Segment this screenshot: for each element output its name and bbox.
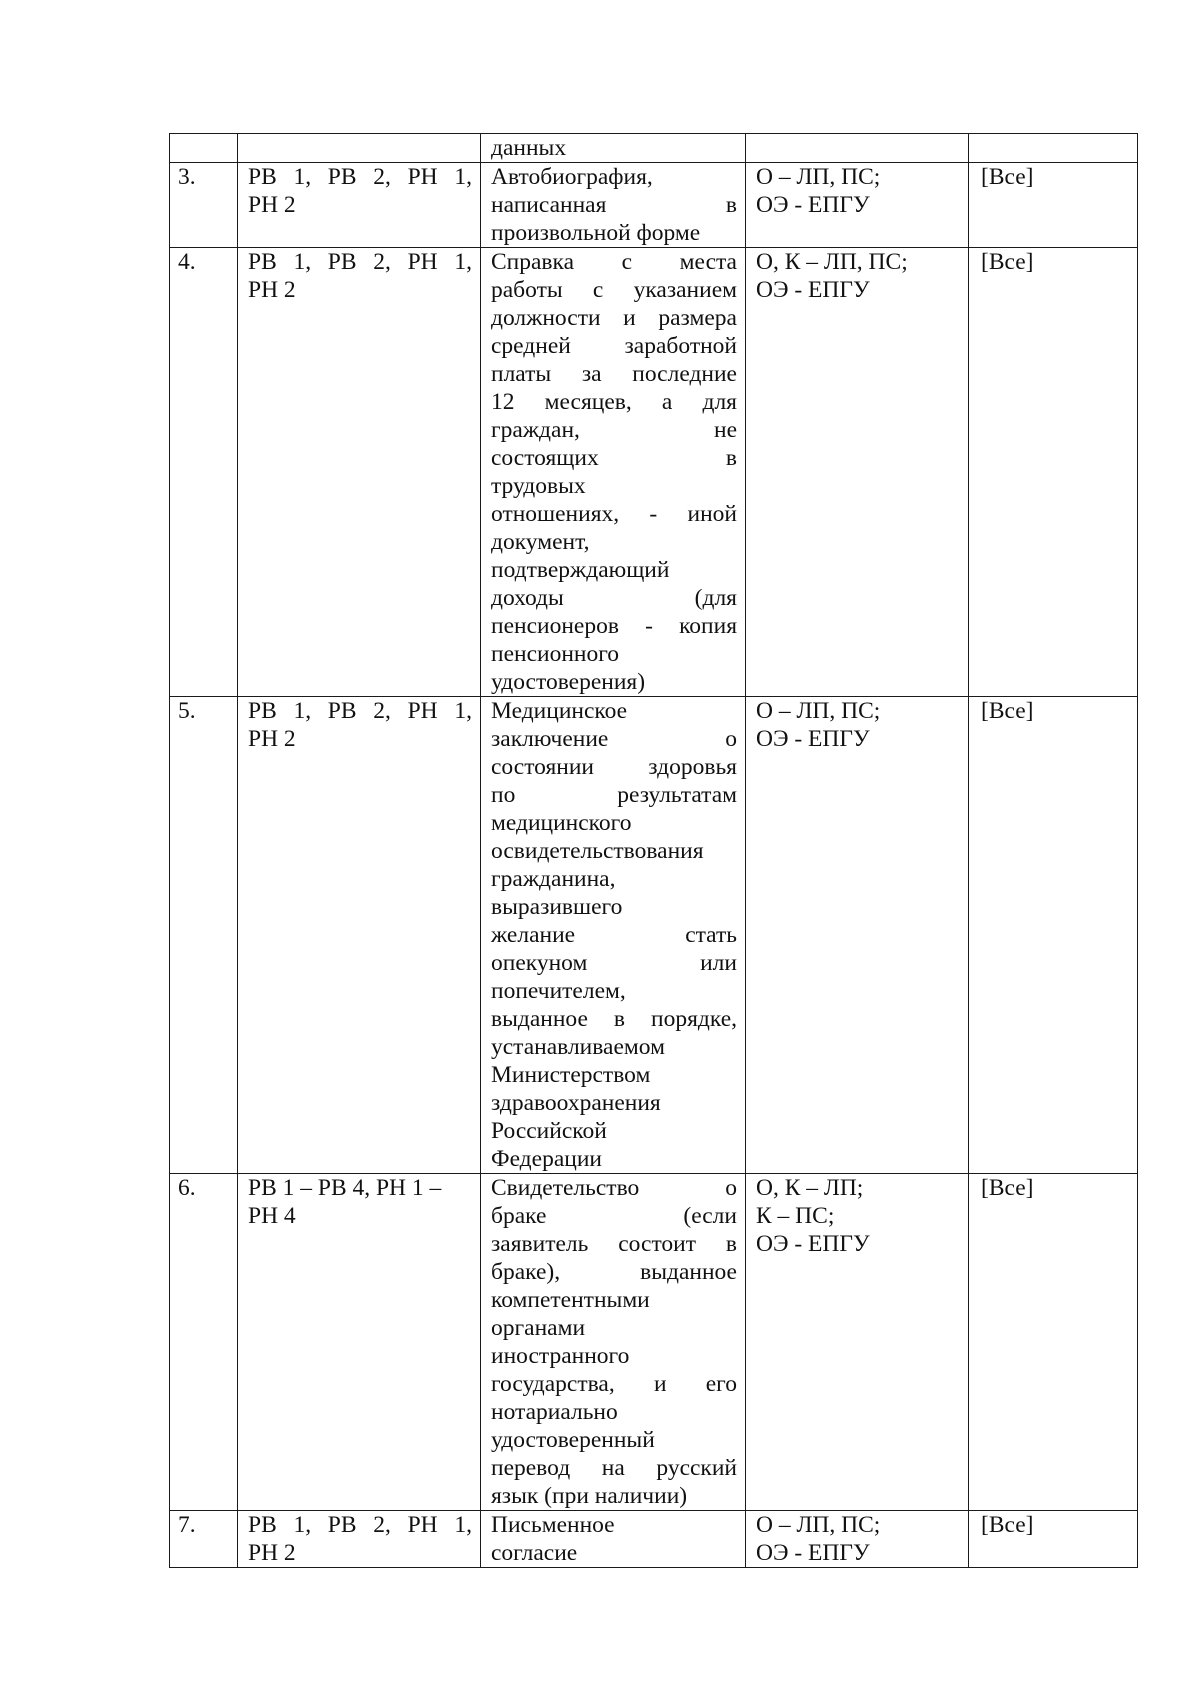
submission-form-line: О, К – ЛП, ПС; [756,249,908,275]
category-line: РВ 1, РВ 2, РН 1, [248,1512,472,1538]
document-name-line: пенсионного [491,641,620,667]
submission-form-line: О – ЛП, ПС; [756,164,881,190]
category-line: РН 2 [248,1540,296,1566]
document-name-line: заключение о [491,726,737,752]
applicant-category-cell [238,1174,481,1511]
document-name-line: состоящих в [491,445,737,471]
document-name-line: произвольной форме [491,220,701,246]
document-name-line: медицинского [491,810,632,836]
document-name-line: Медицинское [491,698,628,724]
documents-table-body [170,134,1138,1568]
submission-form-line: О, К – ЛП; [756,1175,864,1201]
category-line: РН 2 [248,192,296,218]
document-name-line: компетентными [491,1287,650,1313]
submission-form-cell [746,1174,969,1511]
document-name-cell [481,697,746,1174]
row-number-cell: 7. [170,1511,238,1568]
row-number-cell: 5. [170,697,238,1174]
document-name-line: нотариально [491,1399,618,1425]
note-cell: [Все] [969,248,1138,697]
submission-form-line: К – ПС; [756,1203,835,1229]
document-name-line: браке), выданное [491,1259,737,1285]
submission-form-line: ОЭ - ЕПГУ [756,1540,870,1566]
document-name-cell [481,1511,746,1568]
row-number-cell: 6. [170,1174,238,1511]
document-name-line: здравоохранения [491,1090,661,1116]
document-name-line: согласие [491,1540,578,1566]
submission-form-line: ОЭ - ЕПГУ [756,192,870,218]
document-name-line: освидетельствования [491,838,704,864]
note-cell: [Все] [969,697,1138,1174]
document-name-line: государства, и его [491,1371,737,1397]
document-name-line: Письменное [491,1512,615,1538]
category-line: РВ 1, РВ 2, РН 1, [248,249,472,275]
applicant-category-cell [238,134,481,163]
document-name-line: граждан, не [491,417,737,443]
document-name-cell [481,134,746,163]
document-name-line: пенсионеров - копия [491,613,737,639]
category-line: РН 2 [248,726,296,752]
document-name-line: Федерации [491,1146,602,1172]
submission-form-cell [746,134,969,163]
document-name-line: работы с указанием [491,277,737,303]
note-cell: [Все] [969,163,1138,248]
document-name-line: платы за последние [491,361,737,387]
document-name-line: гражданина, [491,866,616,892]
document-name-line: опекуном или [491,950,737,976]
document-name-line: удостоверенный [491,1427,655,1453]
note-cell [969,134,1138,163]
note-cell: [Все] [969,1511,1138,1568]
document-name-line: Свидетельство о [491,1175,737,1201]
applicant-category-cell [238,248,481,697]
submission-form-cell [746,697,969,1174]
row-number-cell [170,134,238,163]
document-name-line: перевод на русский [491,1455,737,1481]
document-name-line: Автобиография, [491,164,653,190]
table-row [170,163,1138,248]
document-name-line: отношениях, - иной [491,501,737,527]
row-number-cell: 4. [170,248,238,697]
submission-form-cell [746,163,969,248]
category-line: РВ 1, РВ 2, РН 1, [248,164,472,190]
document-name-line: документ, [491,529,590,555]
document-name-line: 12 месяцев, а для [491,389,737,415]
submission-form-line: ОЭ - ЕПГУ [756,1231,870,1257]
document-name-line: заявитель состоит в [491,1231,737,1257]
document-name-line: данных [491,135,567,161]
document-name-line: браке (если [491,1203,737,1229]
document-name-line: Министерством [491,1062,651,1088]
document-name-line: попечителем, [491,978,626,1004]
document-name-line: трудовых [491,473,586,499]
document-name-line: написанная в [491,192,737,218]
category-line: РН 2 [248,277,296,303]
category-line: РН 4 [248,1203,296,1229]
document-name-line: подтверждающий [491,557,670,583]
submission-form-line: ОЭ - ЕПГУ [756,277,870,303]
document-name-line: органами [491,1315,586,1341]
document-name-line: состоянии здоровья [491,754,737,780]
submission-form-cell [746,1511,969,1568]
document-name-cell [481,163,746,248]
document-name-cell [481,1174,746,1511]
document-name-line: выразившего [491,894,623,920]
document-name-line: желание стать [491,922,737,948]
submission-form-cell [746,248,969,697]
document-name-line: язык (при наличии) [491,1483,688,1509]
table-row-continuation [170,134,1138,163]
document-name-line: Российской [491,1118,607,1144]
table-row [170,697,1138,1174]
document-name-line: по результатам [491,782,737,808]
submission-form-line: ОЭ - ЕПГУ [756,726,870,752]
document-name-line: средней заработной [491,333,737,359]
table-row [170,248,1138,697]
document-name-cell [481,248,746,697]
category-line: РВ 1 – РВ 4, РН 1 – [248,1175,442,1201]
category-line: РВ 1, РВ 2, РН 1, [248,698,472,724]
document-name-line: Справка с места [491,249,737,275]
applicant-category-cell [238,163,481,248]
document-name-line: должности и размера [491,305,737,331]
document-name-line: иностранного [491,1343,630,1369]
documents-table [169,133,1138,1568]
document-name-line: доходы (для [491,585,737,611]
document-name-line: устанавливаемом [491,1034,665,1060]
submission-form-line: О – ЛП, ПС; [756,698,881,724]
row-number-cell: 3. [170,163,238,248]
table-row [170,1174,1138,1511]
document-name-line: выданное в порядке, [491,1006,737,1032]
applicant-category-cell [238,1511,481,1568]
submission-form-line: О – ЛП, ПС; [756,1512,881,1538]
applicant-category-cell [238,697,481,1174]
note-cell: [Все] [969,1174,1138,1511]
document-name-line: удостоверения) [491,669,646,695]
table-row [170,1511,1138,1568]
